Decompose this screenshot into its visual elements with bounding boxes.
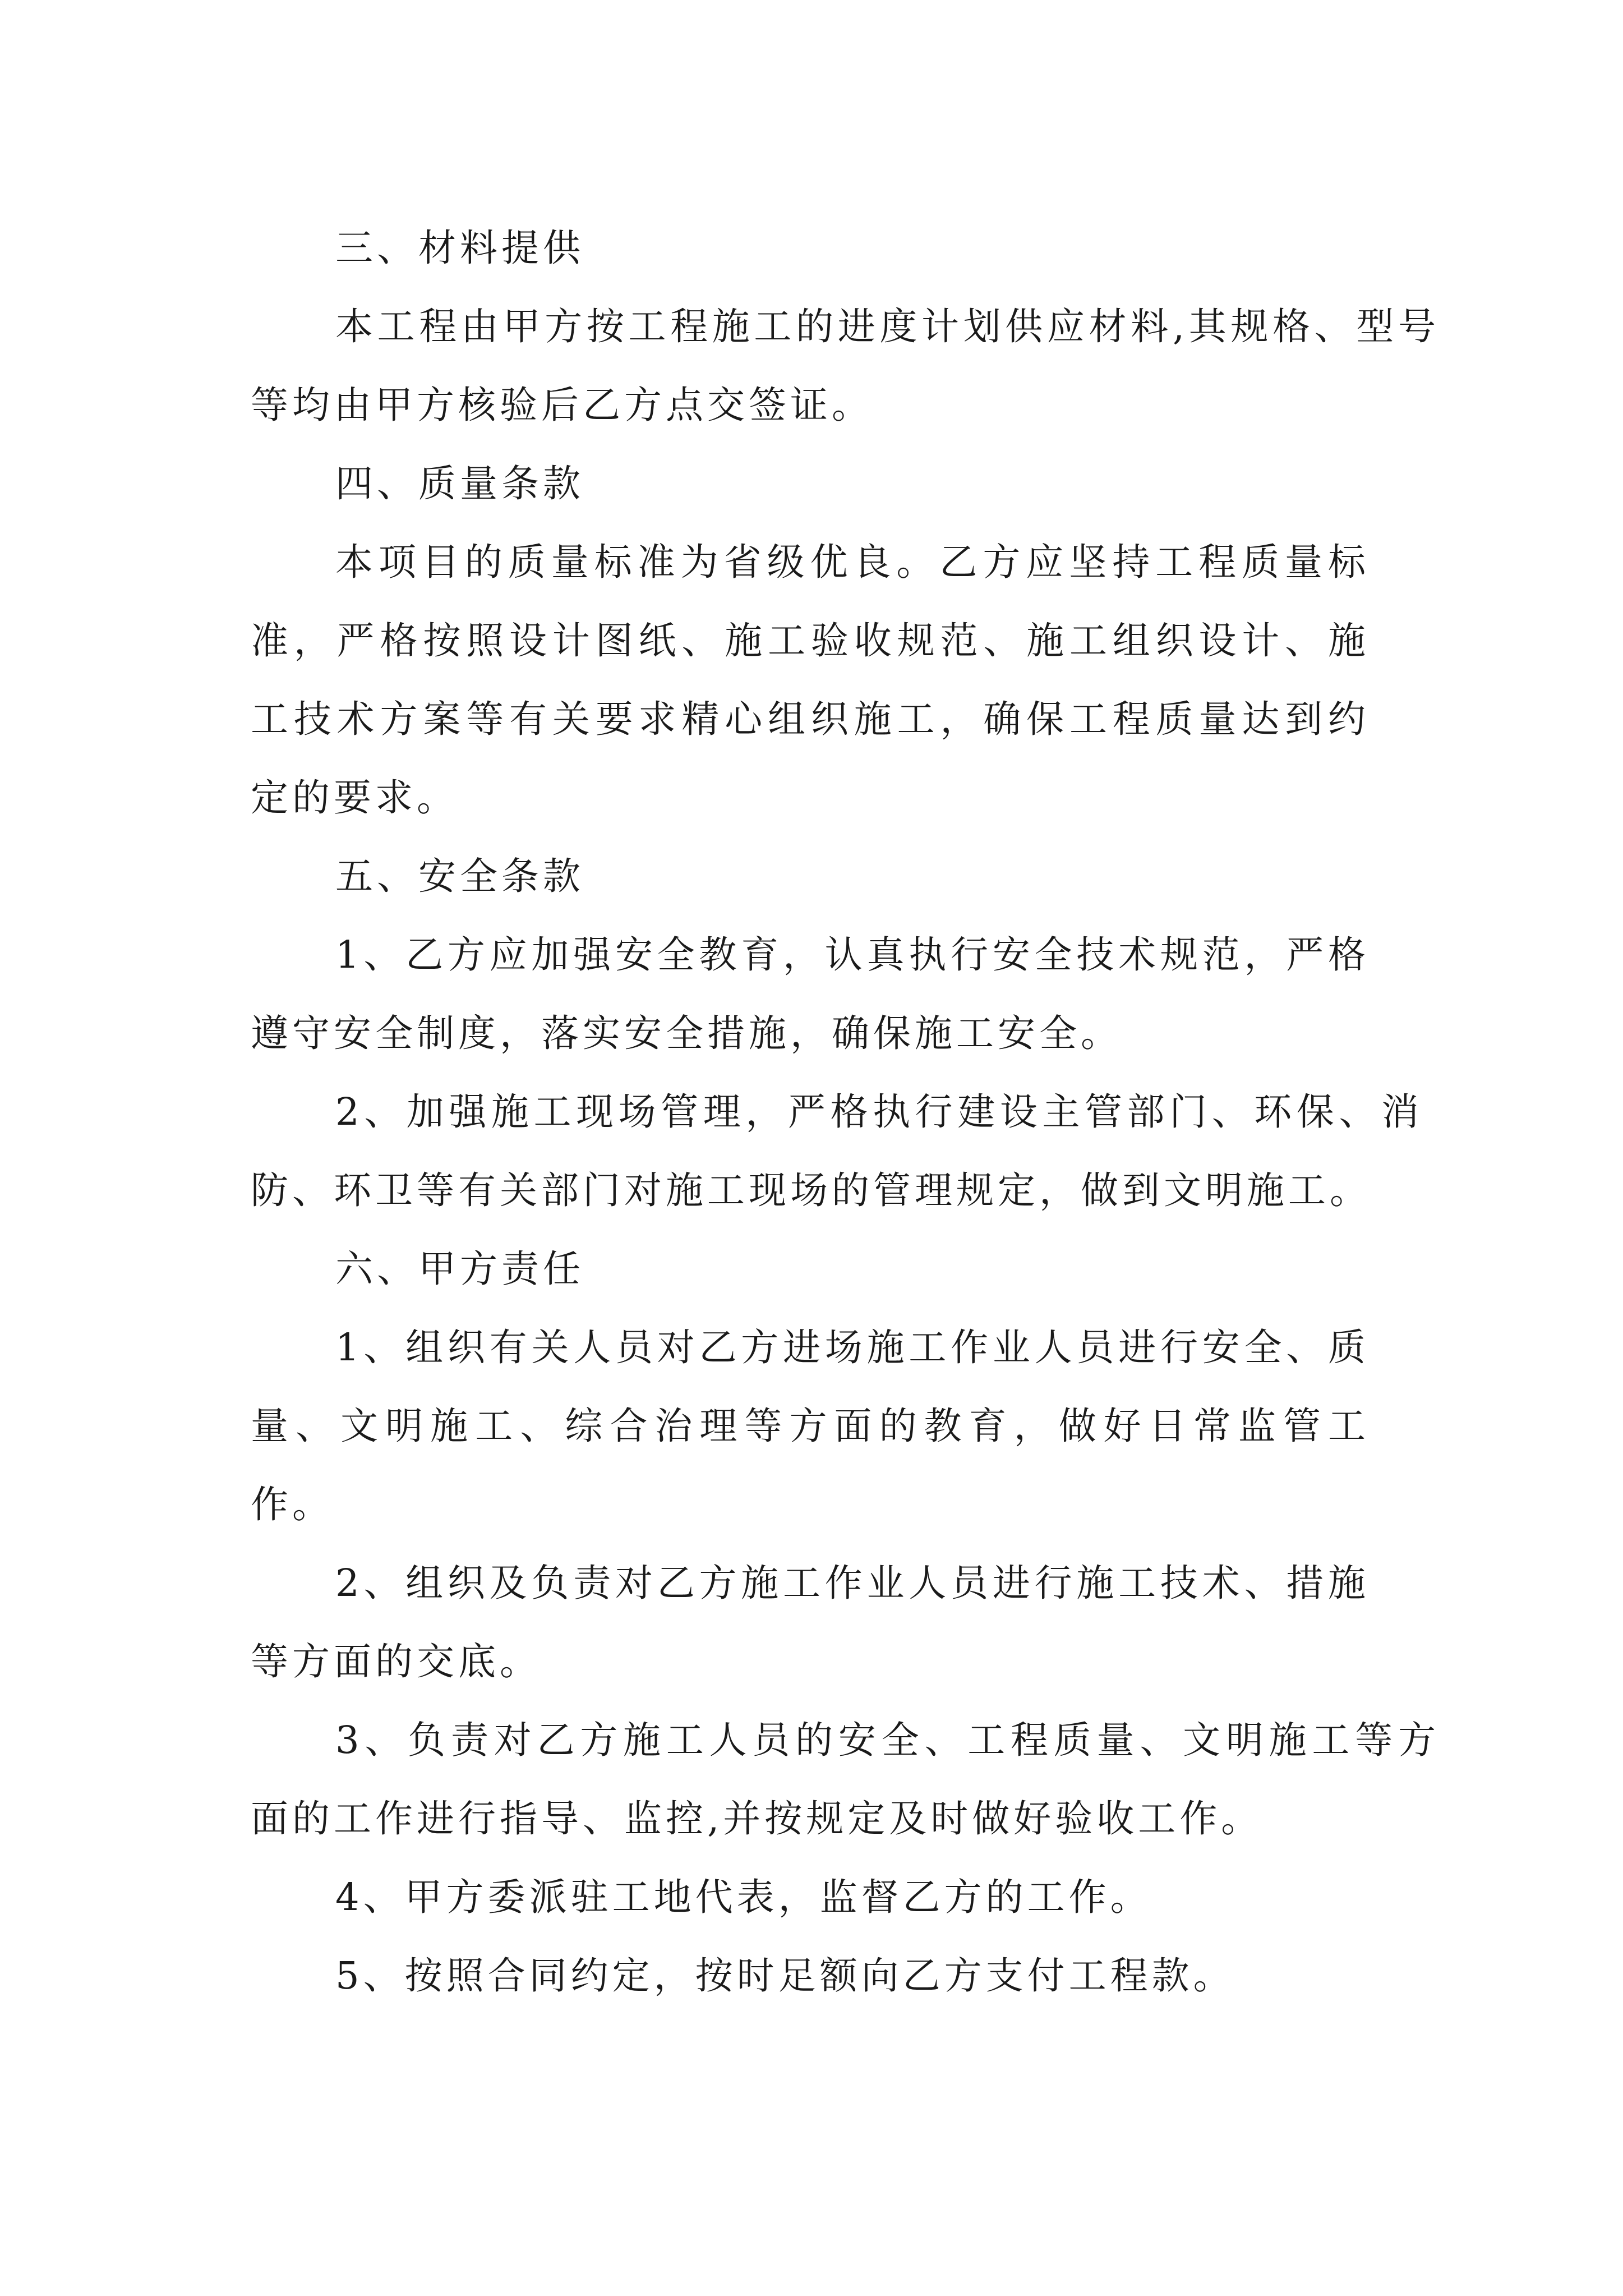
section-4-paragraph: 本项目的质量标准为省级优良。乙方应坚持工程质量标准，严格按照设计图纸、施工验收规范、施工组织设计、施工技术方案等有关要求精心组织施工，确保工程质量达到约定的要求。 [251,540,1370,820]
section-6-item-3: 3、负责对乙方施工人员的安全、工程质量、文明施工等方面的工作进行指导、监控,并按规定及时做好验收工作。 [251,1718,1440,1841]
section-5-item-1: 1、乙方应加强安全教育，认真执行安全技术规范，严格遵守安全制度，落实安全措施，确保施工安全。 [251,933,1370,1055]
section-5-item-2: 2、加强施工现场管理，严格执行建设主管部门、环保、消防、环卫等有关部门对施工现场的管理规定，做到文明施工。 [251,1090,1423,1212]
section-6-heading: 六、甲方责任 [335,1247,584,1291]
document-body [251,209,1440,2015]
section-6-item-4: 4、甲方委派驻工地代表，监督乙方的工作。 [335,1875,1152,1919]
section-5-heading: 五、安全条款 [335,854,584,898]
section-4-heading: 四、质量条款 [335,462,584,505]
section-6-item-5: 5、按照合同约定，按时足额向乙方支付工程款。 [335,1954,1235,1998]
section-6-item-1: 1、组织有关人员对乙方进场施工作业人员进行安全、质量、文明施工、综合治理等方面的教育，做好日常监管工作。 [251,1326,1370,1526]
section-3-paragraph: 本工程由甲方按工程施工的进度计划供应材料,其规格、型号等均由甲方核验后乙方点交签证。 [251,305,1440,427]
section-3-heading: 三、材料提供 [335,226,584,270]
section-6-item-2: 2、组织及负责对乙方施工作业人员进行施工技术、措施等方面的交底。 [251,1561,1370,1683]
